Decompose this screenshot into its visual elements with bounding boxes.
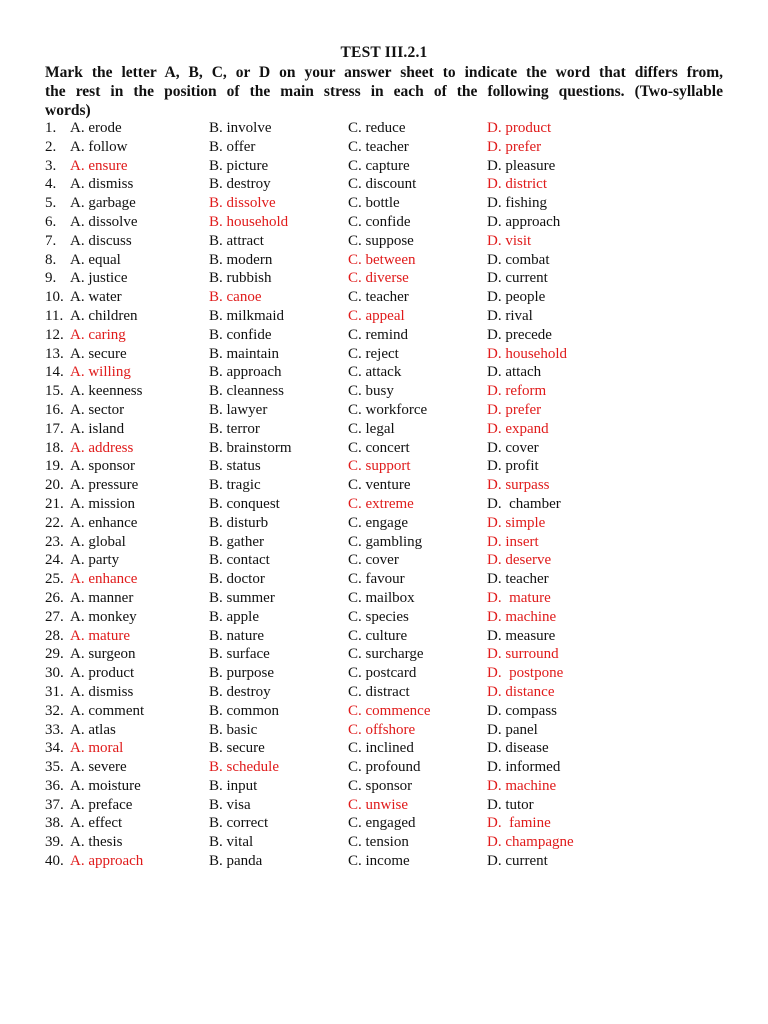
question-number: 40. xyxy=(45,853,64,870)
option-b: B. purpose xyxy=(209,665,274,682)
question-row xyxy=(0,138,768,157)
option-d: D. chamber xyxy=(487,495,561,512)
question-number: 14. xyxy=(45,364,64,381)
option-b: B. maintain xyxy=(209,345,279,362)
option-d: D. prefer xyxy=(487,401,542,418)
option-c: C. unwise xyxy=(348,796,408,813)
option-c: C. reduce xyxy=(348,120,406,136)
instruction-line-1: Mark the letter A, B, C, or D on your answer sheet to indicate the word that differs from, xyxy=(45,64,723,81)
question-number: 31. xyxy=(45,683,64,700)
question-row xyxy=(0,401,768,420)
option-c: C. mailbox xyxy=(348,589,415,606)
option-c: C. confide xyxy=(348,213,411,230)
option-c: C. inclined xyxy=(348,740,414,757)
question-row xyxy=(0,382,768,401)
question-number: 30. xyxy=(45,665,64,682)
option-c: C. sponsor xyxy=(348,777,413,794)
option-b: B. status xyxy=(209,458,261,475)
question-row xyxy=(0,495,768,514)
question-row xyxy=(0,157,768,176)
option-c: C. offshore xyxy=(348,721,416,738)
question-number: 23. xyxy=(45,533,64,550)
option-b: B. tragic xyxy=(209,477,261,494)
question-row xyxy=(0,326,768,345)
question-row xyxy=(0,627,768,646)
option-a: A. moral xyxy=(70,740,124,757)
option-a: A. keenness xyxy=(70,383,143,400)
question-row xyxy=(0,439,768,458)
question-number: 11. xyxy=(45,307,64,324)
option-b: B. panda xyxy=(209,853,263,870)
question-row xyxy=(0,457,768,476)
option-a: A. sponsor xyxy=(70,458,136,475)
question-row xyxy=(0,739,768,758)
option-d: D. surround xyxy=(487,646,559,663)
question-row xyxy=(0,514,768,533)
question-row xyxy=(0,777,768,796)
option-c: C. between xyxy=(348,251,416,268)
question-number: 36. xyxy=(45,777,64,794)
question-row xyxy=(0,814,768,833)
option-a: A. party xyxy=(70,552,120,569)
option-b: B. rubbish xyxy=(209,270,272,287)
option-b: B. doctor xyxy=(209,571,265,588)
option-a: A. preface xyxy=(70,796,133,813)
question-row xyxy=(0,645,768,664)
option-a: A. approach xyxy=(70,853,144,870)
option-c: C. cover xyxy=(348,552,399,569)
question-number: 35. xyxy=(45,759,64,776)
option-b: B. summer xyxy=(209,589,275,606)
option-c: C. remind xyxy=(348,326,408,343)
option-d: D. postpone xyxy=(487,665,564,682)
question-list xyxy=(0,119,768,871)
option-d: D. profit xyxy=(487,458,539,475)
option-b: B. secure xyxy=(209,740,265,757)
option-a: A. mission xyxy=(70,495,136,512)
question-number: 5. xyxy=(45,195,57,212)
option-b: B. involve xyxy=(209,120,272,136)
option-b: B. milkmaid xyxy=(209,307,284,324)
option-a: A. garbage xyxy=(70,195,136,212)
option-c: C. busy xyxy=(348,383,394,400)
option-b: B. canoe xyxy=(209,289,262,306)
question-row xyxy=(0,758,768,777)
option-d: D. current xyxy=(487,853,548,870)
option-c: C. support xyxy=(348,458,411,475)
question-number: 6. xyxy=(45,213,57,230)
option-d: D. surpass xyxy=(487,477,550,494)
option-b: B. input xyxy=(209,777,258,794)
option-b: B. approach xyxy=(209,364,282,381)
question-row xyxy=(0,476,768,495)
option-c: C. gambling xyxy=(348,533,423,550)
question-number: 19. xyxy=(45,458,64,475)
option-d: D. rival xyxy=(487,307,533,324)
option-d: D. compass xyxy=(487,702,557,719)
question-number: 33. xyxy=(45,721,64,738)
option-b: B. disturb xyxy=(209,514,269,531)
option-a: A. water xyxy=(70,289,122,306)
option-a: A. moisture xyxy=(70,777,141,794)
option-d: D. current xyxy=(487,270,548,287)
question-row xyxy=(0,363,768,382)
option-d: D. teacher xyxy=(487,571,549,588)
question-number: 7. xyxy=(45,232,57,249)
option-b: B. destroy xyxy=(209,176,271,193)
option-b: B. vital xyxy=(209,834,254,851)
option-c: C. engaged xyxy=(348,815,416,832)
option-a: A. global xyxy=(70,533,126,550)
option-c: C. tension xyxy=(348,834,409,851)
question-row xyxy=(0,551,768,570)
option-b: B. gather xyxy=(209,533,264,550)
option-b: B. visa xyxy=(209,796,251,813)
question-row xyxy=(0,608,768,627)
question-row xyxy=(0,796,768,815)
option-b: B. correct xyxy=(209,815,269,832)
option-a: A. product xyxy=(70,665,135,682)
option-b: B. attract xyxy=(209,232,264,249)
question-number: 3. xyxy=(45,157,57,174)
option-d: D. approach xyxy=(487,213,561,230)
option-d: D. simple xyxy=(487,514,546,531)
option-c: C. profound xyxy=(348,759,421,776)
option-a: A. willing xyxy=(70,364,131,381)
option-a: A. surgeon xyxy=(70,646,136,663)
question-row xyxy=(0,251,768,270)
page-title: TEST III.2.1 xyxy=(340,44,428,61)
option-c: C. legal xyxy=(348,420,395,437)
option-d: D. combat xyxy=(487,251,550,268)
option-a: A. enhance xyxy=(70,514,138,531)
question-row xyxy=(0,288,768,307)
option-a: A. comment xyxy=(70,702,145,719)
question-row xyxy=(0,232,768,251)
option-c: C. reject xyxy=(348,345,399,362)
question-row xyxy=(0,307,768,326)
option-d: D. expand xyxy=(487,420,549,437)
question-number: 28. xyxy=(45,627,64,644)
option-a: A. dissolve xyxy=(70,213,138,230)
option-d: D. machine xyxy=(487,608,557,625)
question-row xyxy=(0,683,768,702)
question-number: 27. xyxy=(45,608,64,625)
option-b: B. schedule xyxy=(209,759,279,776)
option-d: D. cover xyxy=(487,439,539,456)
option-a: A. island xyxy=(70,420,125,437)
question-number: 18. xyxy=(45,439,64,456)
option-b: B. surface xyxy=(209,646,270,663)
option-a: A. secure xyxy=(70,345,127,362)
option-b: B. contact xyxy=(209,552,270,569)
option-d: D. insert xyxy=(487,533,539,550)
option-c: C. capture xyxy=(348,157,410,174)
option-a: A. effect xyxy=(70,815,123,832)
option-c: C. extreme xyxy=(348,495,414,512)
question-number: 37. xyxy=(45,796,64,813)
option-b: B. common xyxy=(209,702,279,719)
option-b: B. brainstorm xyxy=(209,439,292,456)
question-number: 22. xyxy=(45,514,64,531)
instruction-line-3: words) xyxy=(45,102,91,119)
question-number: 17. xyxy=(45,420,64,437)
question-row xyxy=(0,852,768,871)
option-d: D. precede xyxy=(487,326,552,343)
option-c: C. diverse xyxy=(348,270,409,287)
option-a: A. children xyxy=(70,307,138,324)
option-d: D. household xyxy=(487,345,567,362)
question-row xyxy=(0,345,768,364)
option-a: A. severe xyxy=(70,759,127,776)
question-number: 1. xyxy=(45,120,57,136)
question-number: 16. xyxy=(45,401,64,418)
option-b: B. dissolve xyxy=(209,195,276,212)
option-a: A. dismiss xyxy=(70,176,134,193)
question-number: 15. xyxy=(45,383,64,400)
option-a: A. atlas xyxy=(70,721,116,738)
question-number: 20. xyxy=(45,477,64,494)
option-b: B. conquest xyxy=(209,495,280,512)
option-d: D. disease xyxy=(487,740,549,757)
question-row xyxy=(0,702,768,721)
option-c: C. species xyxy=(348,608,409,625)
question-number: 9. xyxy=(45,270,57,287)
option-b: B. basic xyxy=(209,721,258,738)
question-number: 21. xyxy=(45,495,64,512)
option-c: C. venture xyxy=(348,477,411,494)
option-d: D. people xyxy=(487,289,546,306)
option-d: D. reform xyxy=(487,383,547,400)
question-row xyxy=(0,175,768,194)
option-c: C. income xyxy=(348,853,410,870)
question-row xyxy=(0,721,768,740)
question-row xyxy=(0,589,768,608)
option-d: D. distance xyxy=(487,683,555,700)
question-number: 39. xyxy=(45,834,64,851)
question-number: 32. xyxy=(45,702,64,719)
instructions xyxy=(45,63,723,120)
question-number: 29. xyxy=(45,646,64,663)
option-a: A. pressure xyxy=(70,477,139,494)
question-number: 10. xyxy=(45,289,64,306)
option-d: D. prefer xyxy=(487,138,542,155)
option-c: C. teacher xyxy=(348,138,409,155)
question-row xyxy=(0,119,768,138)
option-c: C. concert xyxy=(348,439,410,456)
option-c: C. appeal xyxy=(348,307,405,324)
option-b: B. picture xyxy=(209,157,269,174)
question-row xyxy=(0,269,768,288)
option-b: B. destroy xyxy=(209,683,271,700)
option-b: B. apple xyxy=(209,608,259,625)
option-a: A. equal xyxy=(70,251,121,268)
question-number: 2. xyxy=(45,138,57,155)
option-d: D. product xyxy=(487,120,552,136)
option-d: D. visit xyxy=(487,232,532,249)
question-number: 26. xyxy=(45,589,64,606)
option-b: B. lawyer xyxy=(209,401,268,418)
option-a: A. mature xyxy=(70,627,130,644)
question-number: 24. xyxy=(45,552,64,569)
question-row xyxy=(0,420,768,439)
question-row xyxy=(0,194,768,213)
option-a: A. enhance xyxy=(70,571,138,588)
option-d: D. mature xyxy=(487,589,551,606)
question-row xyxy=(0,570,768,589)
option-a: A. sector xyxy=(70,401,125,418)
option-d: D. machine xyxy=(487,777,557,794)
question-row xyxy=(0,833,768,852)
option-a: A. caring xyxy=(70,326,126,343)
option-d: D. famine xyxy=(487,815,551,832)
option-a: A. address xyxy=(70,439,134,456)
option-b: B. household xyxy=(209,213,289,230)
instruction-line-2: the rest in the position of the main stress in each of the following questions. (Two-syllable xyxy=(45,83,723,100)
option-d: D. panel xyxy=(487,721,538,738)
option-c: C. surcharge xyxy=(348,646,424,663)
question-number: 13. xyxy=(45,345,64,362)
option-b: B. confide xyxy=(209,326,272,343)
option-c: C. favour xyxy=(348,571,405,588)
question-row xyxy=(0,213,768,232)
question-number: 12. xyxy=(45,326,64,343)
option-b: B. cleanness xyxy=(209,383,284,400)
option-a: A. discuss xyxy=(70,232,132,249)
question-number: 38. xyxy=(45,815,64,832)
option-d: D. attach xyxy=(487,364,542,381)
option-c: C. bottle xyxy=(348,195,400,212)
option-a: A. ensure xyxy=(70,157,128,174)
option-a: A. erode xyxy=(70,120,122,136)
option-d: D. fishing xyxy=(487,195,547,212)
question-row xyxy=(0,533,768,552)
option-a: A. manner xyxy=(70,589,134,606)
question-number: 25. xyxy=(45,571,64,588)
option-c: C. workforce xyxy=(348,401,428,418)
option-c: C. teacher xyxy=(348,289,409,306)
option-c: C. postcard xyxy=(348,665,417,682)
option-b: B. nature xyxy=(209,627,264,644)
option-a: A. monkey xyxy=(70,608,137,625)
option-b: B. offer xyxy=(209,138,256,155)
option-b: B. terror xyxy=(209,420,260,437)
option-c: C. attack xyxy=(348,364,402,381)
option-d: D. deserve xyxy=(487,552,552,569)
option-c: C. distract xyxy=(348,683,410,700)
option-a: A. justice xyxy=(70,270,128,287)
question-number: 8. xyxy=(45,251,57,268)
option-c: C. engage xyxy=(348,514,408,531)
option-d: D. measure xyxy=(487,627,556,644)
option-a: A. follow xyxy=(70,138,128,155)
option-d: D. champagne xyxy=(487,834,574,851)
question-number: 4. xyxy=(45,176,57,193)
option-d: D. tutor xyxy=(487,796,534,813)
option-c: C. culture xyxy=(348,627,408,644)
option-a: A. thesis xyxy=(70,834,123,851)
option-d: D. informed xyxy=(487,759,561,776)
option-b: B. modern xyxy=(209,251,273,268)
option-c: C. commence xyxy=(348,702,431,719)
question-row xyxy=(0,664,768,683)
option-d: D. pleasure xyxy=(487,157,556,174)
option-d: D. district xyxy=(487,176,547,193)
question-number: 34. xyxy=(45,740,64,757)
option-c: C. discount xyxy=(348,176,417,193)
option-a: A. dismiss xyxy=(70,683,134,700)
option-c: C. suppose xyxy=(348,232,414,249)
